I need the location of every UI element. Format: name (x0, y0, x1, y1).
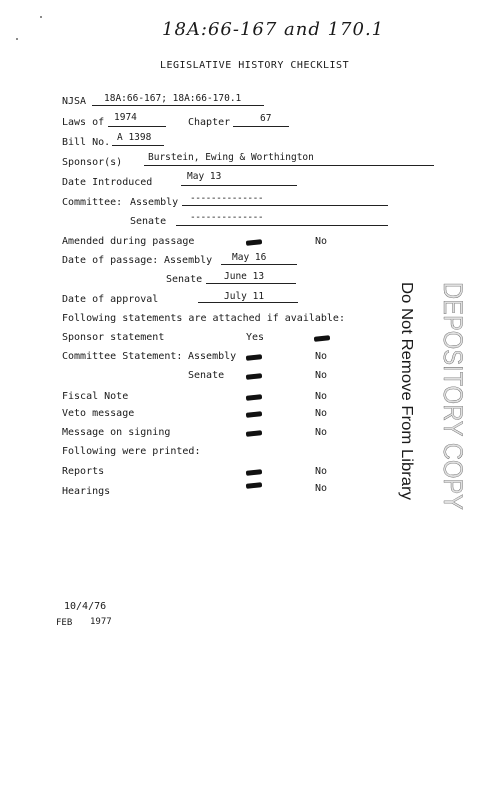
fiscal-note-no: No (315, 391, 328, 402)
committee-statement-senate-yes-struck (246, 373, 262, 380)
signing-message-no: No (315, 427, 328, 438)
footer-stamp-month: FEB (56, 618, 73, 628)
veto-message-label: Veto message (62, 408, 135, 419)
scan-speck (16, 38, 18, 40)
laws-of-underline (108, 126, 166, 127)
njsa-label: NJSA (62, 96, 87, 107)
njsa-underline (92, 105, 264, 106)
statements-heading: Following statements are attached if available: (62, 313, 345, 324)
committee-assembly-label: Assembly (130, 197, 179, 208)
scan-speck (40, 16, 42, 18)
passage-label: Date of passage: (62, 255, 159, 266)
date-introduced-underline (181, 185, 297, 186)
bill-no-label: Bill No. (62, 137, 111, 148)
depository-stamp (398, 282, 468, 542)
bill-no-value: A 1398 (117, 132, 152, 143)
footer-stamp-year: 1977 (90, 617, 112, 627)
njsa-value: 18A:66-167; 18A:66-170.1 (104, 93, 242, 104)
signing-message-label: Message on signing (62, 427, 171, 438)
hearings-no: No (315, 483, 328, 494)
committee-statement-senate-label: Senate (188, 370, 225, 381)
date-introduced-label: Date Introduced (62, 177, 153, 188)
approval-value: July 11 (224, 291, 265, 302)
committee-senate-value: -------------- (190, 212, 264, 223)
committee-senate-underline (176, 225, 388, 226)
amended-yes-struck (246, 239, 262, 246)
laws-of-label: Laws of (62, 117, 105, 128)
footer-date: 10/4/76 (64, 601, 107, 612)
veto-message-yes-struck (246, 411, 262, 418)
date-introduced-value: May 13 (187, 171, 222, 182)
sponsors-underline (144, 165, 434, 166)
veto-message-no: No (315, 408, 328, 419)
printed-heading: Following were printed: (62, 446, 201, 457)
stamp-line1: DEPOSITORY COPY (438, 282, 468, 542)
sponsor-statement-label: Sponsor statement (62, 332, 165, 343)
reports-no: No (315, 466, 328, 477)
sponsors-label: Sponsor(s) (62, 157, 123, 168)
chapter-value: 67 (260, 113, 272, 124)
hearings-label: Hearings (62, 486, 111, 497)
sponsor-statement-no-struck (314, 335, 330, 342)
reports-label: Reports (62, 466, 105, 477)
committee-assembly-underline (182, 205, 388, 206)
committee-statement-assembly-label: Assembly (188, 351, 237, 362)
sponsors-value: Burstein, Ewing & Worthington (148, 152, 314, 163)
laws-of-value: 1974 (114, 112, 137, 123)
amended-label: Amended during passage (62, 236, 195, 247)
committee-statement-assembly-yes-struck (246, 354, 262, 361)
approval-underline (198, 302, 298, 303)
sponsor-statement-yes: Yes (246, 332, 265, 343)
approval-label: Date of approval (62, 294, 159, 305)
reports-yes-struck (246, 469, 262, 476)
passage-senate-label: Senate (166, 274, 203, 285)
depository-stamp-graphic (398, 282, 468, 542)
handwritten-title: 18A:66-167 and 170.1 (162, 19, 385, 40)
committee-senate-label: Senate (130, 216, 167, 227)
committee-label: Committee: (62, 197, 123, 208)
bill-no-underline (112, 145, 164, 146)
chapter-label: Chapter (188, 117, 231, 128)
stamp-line2: Do Not Remove From Library (398, 282, 415, 491)
signing-message-yes-struck (246, 430, 262, 437)
committee-statement-assembly-no: No (315, 351, 328, 362)
passage-assembly-label: Assembly (164, 255, 213, 266)
amended-no: No (315, 236, 328, 247)
chapter-underline (233, 126, 289, 127)
passage-senate-value: June 13 (224, 271, 265, 282)
committee-assembly-value: -------------- (190, 193, 264, 204)
fiscal-note-label: Fiscal Note (62, 391, 129, 402)
passage-senate-underline (206, 283, 296, 284)
page-title: LEGISLATIVE HISTORY CHECKLIST (160, 60, 350, 71)
committee-statement-senate-no: No (315, 370, 328, 381)
passage-assembly-underline (221, 264, 297, 265)
fiscal-note-yes-struck (246, 394, 262, 401)
committee-statement-label: Committee Statement: (62, 351, 183, 362)
passage-assembly-value: May 16 (232, 252, 267, 263)
hearings-yes-struck (246, 482, 262, 489)
